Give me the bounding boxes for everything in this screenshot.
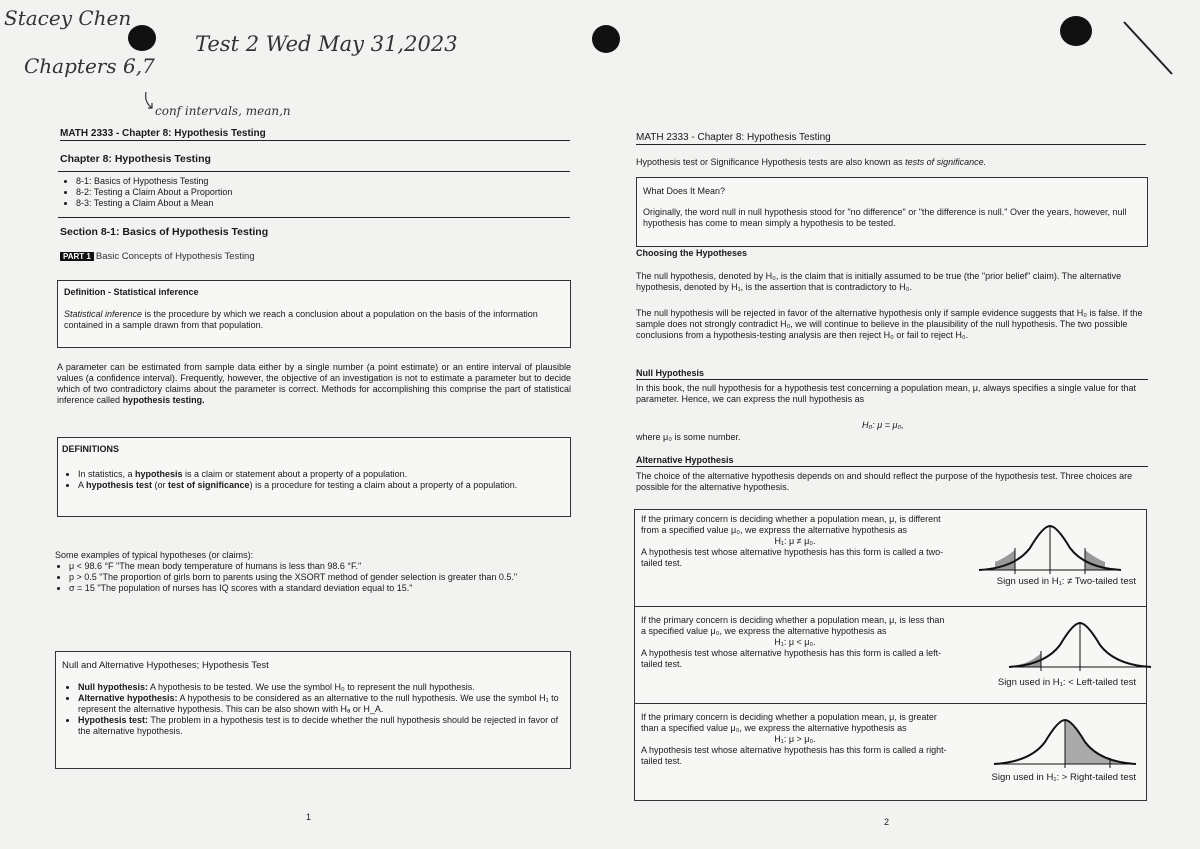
alt-description: If the primary concern is deciding whether a population mean, μ, is greater than a specified value μ₀, we express the alternative hypothesis as: [641, 712, 937, 733]
box-title: DEFINITIONS: [62, 444, 120, 454]
page-header: MATH 2333 - Chapter 8: Hypothesis Testing: [636, 132, 1146, 145]
sign-label: Sign used in H₁: > Right-tailed test: [991, 772, 1136, 783]
table-row: [635, 704, 1146, 802]
meaning-box: [636, 177, 1148, 247]
subheading: Alternative Hypothesis: [636, 455, 1148, 467]
paragraph: The null hypothesis, denoted by H₀, is the claim that is initially assumed to be true (the "prior belief" claim). The alternative hypothesis, denoted by H₁, is the assertion that is contradictory to H₀.: [636, 271, 1122, 292]
bold-term: hypothesis testing.: [122, 395, 205, 405]
definition-box: [57, 280, 571, 348]
page-header: MATH 2333 - Chapter 8: Hypothesis Testing: [60, 128, 570, 141]
sign-label: Sign used in H₁: ≠ Two-tailed test: [996, 576, 1136, 587]
alt-conclusion: A hypothesis test whose alternative hypothesis has this form is called a two-tailed test.: [641, 547, 944, 568]
box-title: Definition - Statistical inference: [64, 287, 199, 297]
page-number: 2: [884, 817, 890, 827]
table-row: [635, 510, 1146, 607]
alt-conclusion: A hypothesis test whose alternative hypothesis has this form is called a left-tailed test.: [641, 648, 942, 669]
paragraph: [57, 362, 571, 406]
alternatives-table: [634, 509, 1147, 801]
examples-intro: Some examples of typical hypotheses (or claims):: [55, 550, 254, 560]
chapter-title: Chapter 8: Hypothesis Testing: [60, 153, 211, 165]
list-item: • p > 0.5 "The proportion of girls born to parents using the XSORT method of gender selection is greater than 0.5.": [69, 572, 571, 583]
box-title: Null and Alternative Hypotheses; Hypothesis Test: [62, 660, 269, 671]
box-text: Originally, the word null in null hypothesis stood for "no difference" or "the difference is null." Over the years, however, null hypothesis has come to mean simply a hypothesis to be tested.: [643, 207, 1127, 228]
list-item: • 8-1: Basics of Hypothesis Testing: [76, 176, 576, 187]
list-item: • A hypothesis test (or test of significance) is a procedure for testing a claim about a property of a population.: [78, 480, 566, 491]
paragraph: where μ₀ is some number.: [636, 432, 741, 442]
box-title: What Does It Mean?: [643, 186, 726, 196]
handwritten-note: conf intervals, mean,n: [155, 104, 291, 118]
alt-description: If the primary concern is deciding whether a population mean, μ, is less than a specified value μ₀, we express the alternative hypothesis as: [641, 615, 945, 636]
formula: H₁: μ < μ₀.: [774, 637, 816, 647]
subheading: Null Hypothesis: [636, 368, 1148, 380]
paragraph-text: A parameter can be estimated from sample data either by a single number (a point estimate) or an entire interval of plausible values (a confidence interval). Frequently, however, the objective of an investigation is not to estimate a parameter but to decide which of two contradictory claims about the parameter is correct. Methods for accomplishing this comprise the part of statistical inference called: [57, 362, 571, 405]
part-title: Basic Concepts of Hypothesis Testing: [95, 251, 255, 262]
sign-label: Sign used in H₁: < Left-tailed test: [997, 677, 1136, 688]
null-alternative-box: [55, 651, 571, 769]
definition-text: is the procedure by which we reach a conclusion about a population on the basis of the information contained in a sample drawn from that population.: [64, 309, 538, 330]
list-item: • σ = 15 "The population of nurses has IQ scores with a standard deviation equal to 15.": [69, 583, 571, 594]
paragraph: The null hypothesis will be rejected in favor of the alternative hypothesis only if sample evidence suggests that H₀ is false. If the sample does not strongly contradict H₀, we will continue to believe in the plausibility of the null hypothesis. The two possible conclusions from a hypothesis-testing analysis are then reject H₀ or fail to reject H₀.: [636, 308, 1143, 340]
list-item: • 8-3: Testing a Claim About a Mean: [76, 198, 576, 209]
page-number: 1: [306, 812, 312, 822]
section-title: Section 8-1: Basics of Hypothesis Testing: [60, 226, 269, 238]
list-item: • Alternative hypothesis: A hypothesis to be considered as an alternative to the null hypothesis. We use the symbol H₁ to represent the alternative hypothesis. This can be also shown with Hₐ or H_A.: [78, 693, 564, 715]
two-tailed-curve-icon: [975, 520, 1125, 575]
definitions-box: [57, 437, 571, 517]
paragraph: In this book, the null hypothesis for a hypothesis test concerning a population mean, μ, always specifies a single value for that parameter. Hence, we can express the null hypothesis as: [636, 383, 1136, 404]
subheading: Choosing the Hypotheses: [636, 248, 748, 258]
right-page: [600, 0, 1200, 849]
formula: H₁: μ ≠ μ₀.: [774, 536, 816, 546]
handwritten-test-date: Test 2 Wed May 31,2023: [195, 32, 458, 56]
alt-conclusion: A hypothesis test whose alternative hypothesis has this form is called a right-tailed test.: [641, 745, 947, 766]
table-row: [635, 607, 1146, 704]
part-badge: PART 1: [60, 252, 94, 261]
list-item: • μ < 98.6 °F "The mean body temperature of humans is less than 98.6 °F.": [69, 561, 571, 572]
toc-list: [60, 176, 576, 209]
list-item: • Hypothesis test: The problem in a hypothesis test is to decide whether the null hypothesis should be rejected in favor of the alternative hypothesis.: [78, 715, 564, 737]
alt-description: If the primary concern is deciding whether a population mean, μ, is different from a specified value μ₀, we express the alternative hypothesis as: [641, 514, 941, 535]
handwritten-name: Stacey Chen: [4, 6, 132, 30]
intro-line: Hypothesis test or Significance Hypothesis tests are also known as tests of significance.: [636, 157, 987, 167]
list-item: • In statistics, a hypothesis is a claim or statement about a property of a population.: [78, 469, 566, 480]
formula: H₁: μ > μ₀.: [774, 734, 816, 744]
left-tailed-curve-icon: [1005, 617, 1155, 672]
term: Statistical inference: [64, 309, 143, 319]
handwritten-chapters: Chapters 6,7: [24, 54, 155, 78]
examples-section: [55, 550, 571, 594]
formula: H₀: μ = μ₀,: [862, 420, 904, 430]
list-item: • 8-2: Testing a Claim About a Proportion: [76, 187, 576, 198]
paragraph: The choice of the alternative hypothesis depends on and should reflect the purpose of the hypothesis test. Three choices are possible for the alternative hypothesis.: [636, 471, 1133, 492]
right-tailed-curve-icon: [990, 714, 1140, 769]
list-item: • Null hypothesis: A hypothesis to be tested. We use the symbol H₀ to represent the null hypothesis.: [78, 682, 564, 693]
